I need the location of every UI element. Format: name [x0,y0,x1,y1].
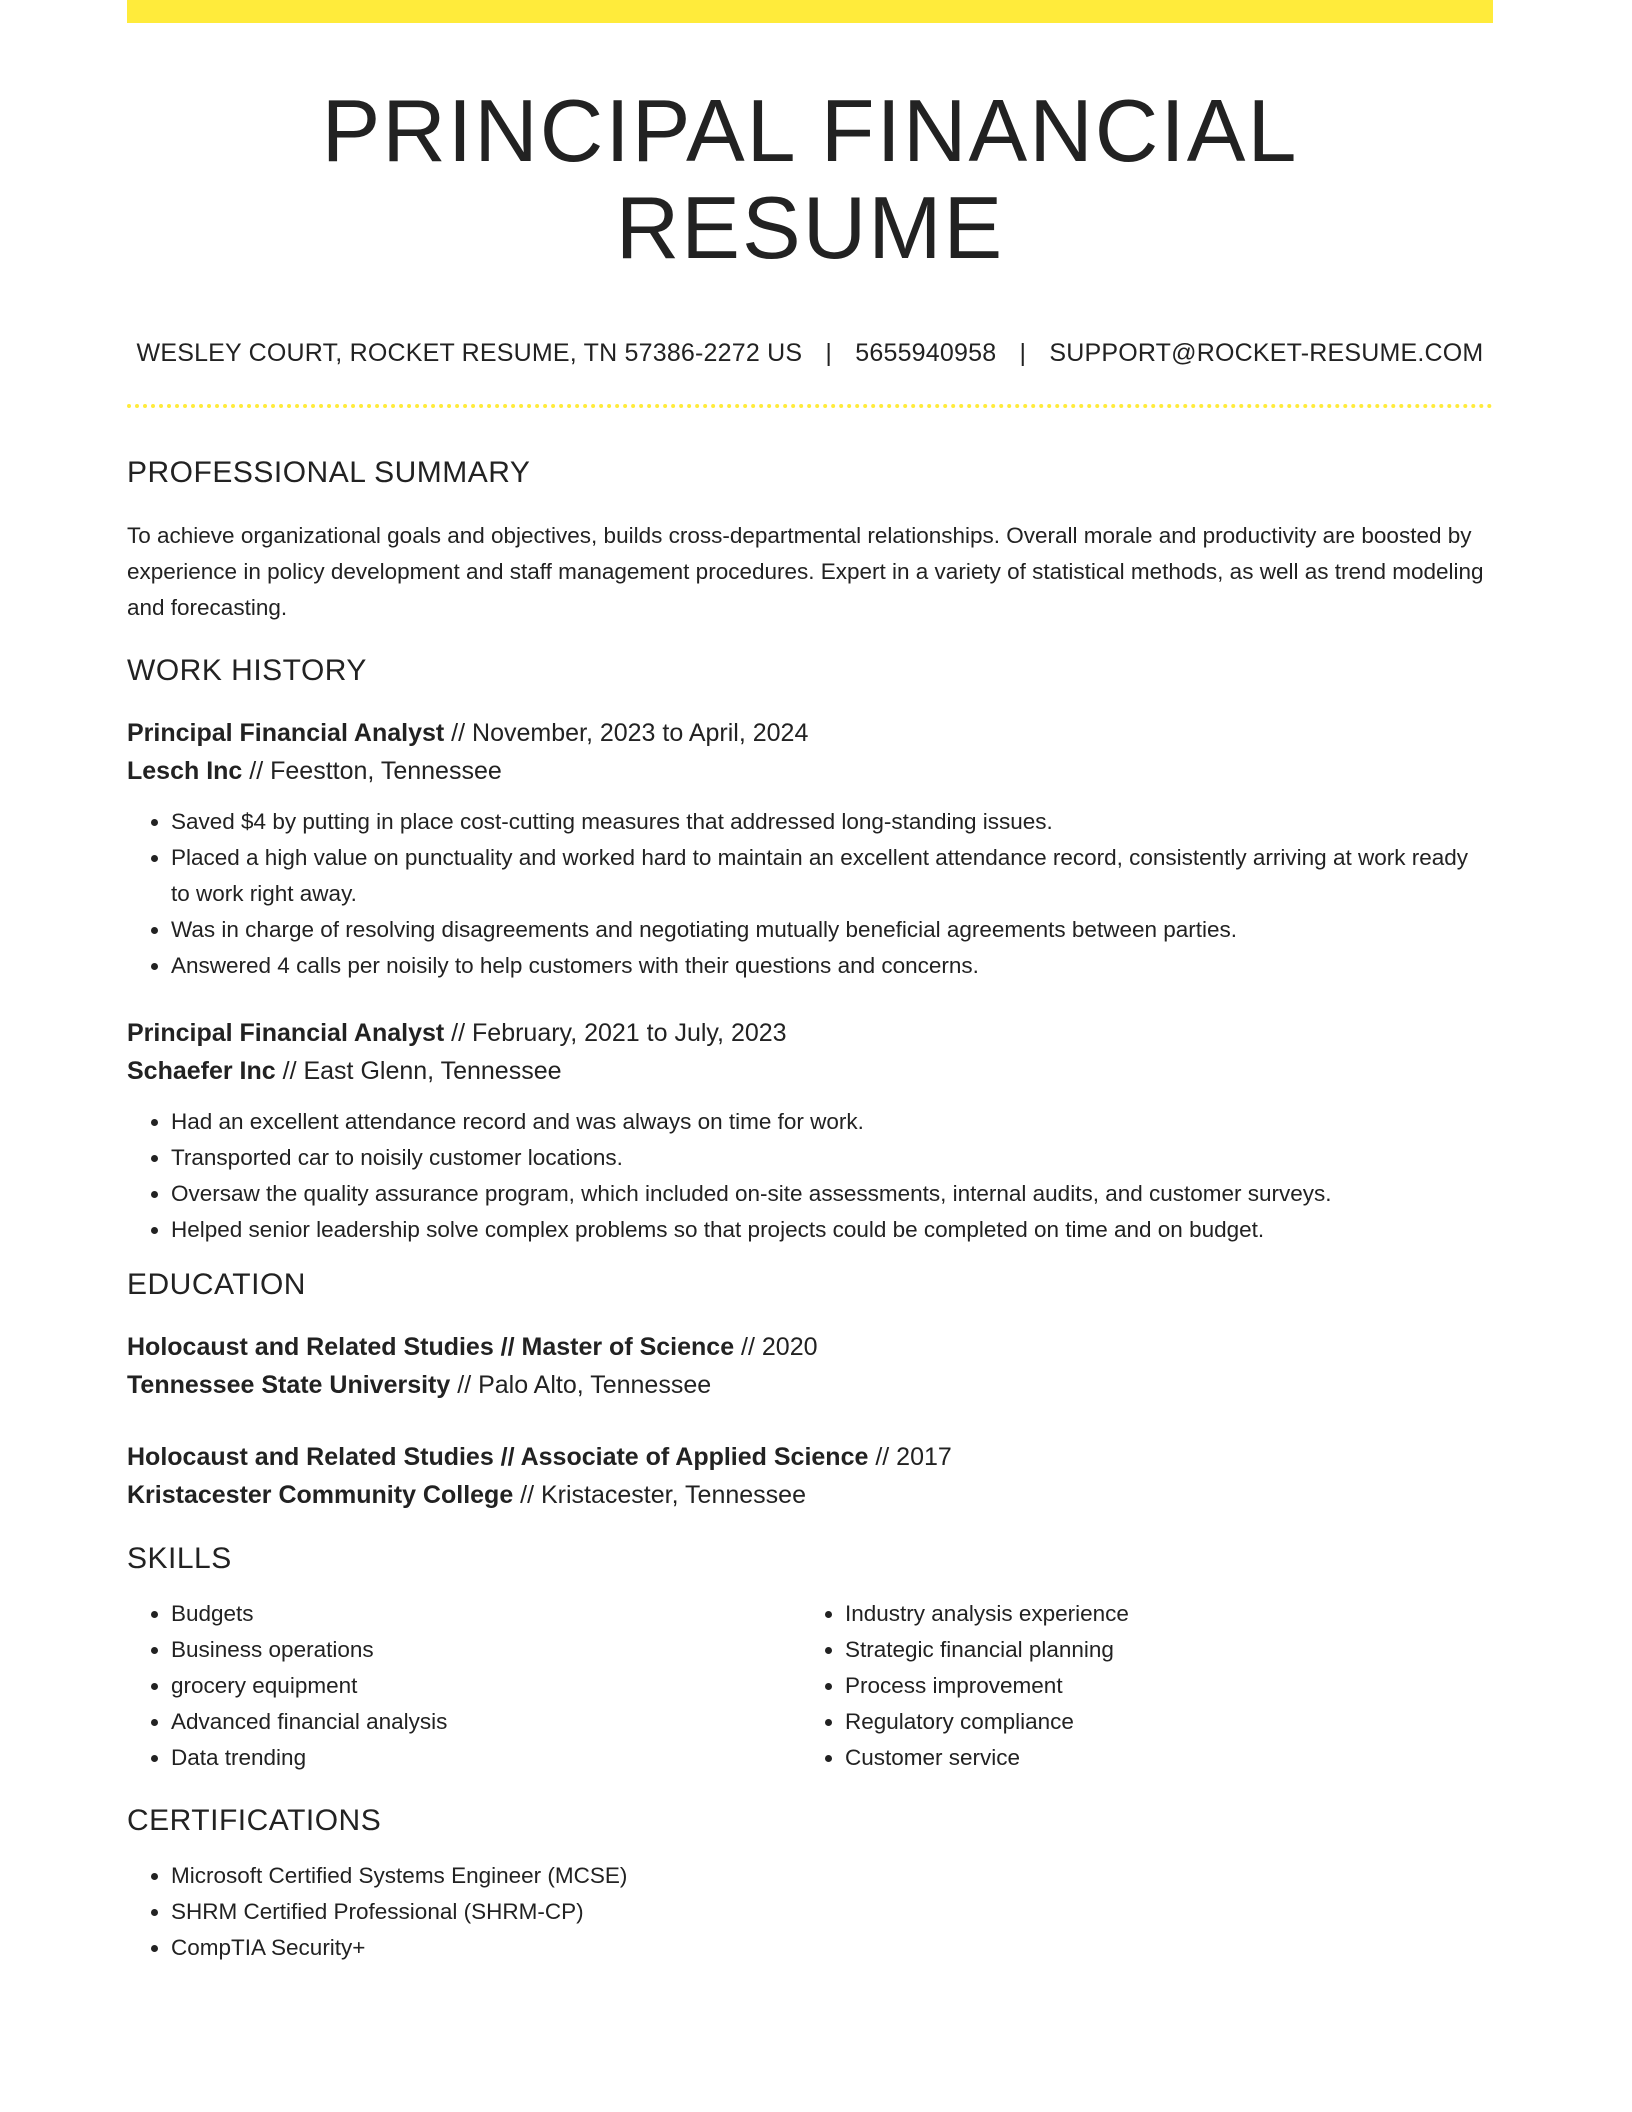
education-location: // Kristacester, Tennessee [513,1480,806,1509]
skill-item: • grocery equipment [171,1668,801,1704]
job-location: // East Glenn, Tennessee [275,1056,562,1085]
contact-address: WESLEY COURT, ROCKET RESUME, TN 57386-2272 US [136,338,803,367]
accent-top-bar [127,0,1493,23]
certifications-heading: CERTIFICATIONS [127,1803,382,1837]
certification-item: • SHRM Certified Professional (SHRM-CP) [171,1894,1493,1930]
skills-grid [127,1596,1493,1776]
job-title-line [127,714,1493,752]
skills-list-right [801,1596,1485,1776]
education-entry [127,1438,1493,1514]
education-school-line [127,1366,1493,1404]
education-school-line [127,1476,1493,1514]
job-bullet: • Had an excellent attendance record and was always on time for work. [171,1104,1493,1140]
job-bullet: • Answered 4 calls per noisily to help customers with their questions and concerns. [171,948,1493,984]
education-degree-line [127,1328,1493,1366]
skill-item: • Budgets [171,1596,801,1632]
job-company-line [127,1052,1493,1090]
contact-separator: | [1019,338,1027,367]
skills-list-left [127,1596,801,1776]
job-bullets [127,804,1493,984]
job-company: Schaefer Inc [127,1056,276,1085]
education-year: // 2017 [868,1442,952,1471]
job-title: Principal Financial Analyst [127,718,445,747]
skill-item: • Advanced financial analysis [171,1704,801,1740]
education-degree-line [127,1438,1493,1476]
job-entry [127,1014,1493,1248]
job-bullet: • Saved $4 by putting in place cost-cutting measures that addressed long-standing issues. [171,804,1493,840]
skill-item: • Process improvement [845,1668,1485,1704]
education-year: // 2020 [734,1332,818,1361]
contact-separator: | [825,338,833,367]
education-school: Kristacester Community College [127,1480,514,1509]
education-degree: Holocaust and Related Studies // Master of Science [127,1332,735,1361]
education-location: // Palo Alto, Tennessee [450,1370,712,1399]
job-bullets [127,1104,1493,1248]
job-company: Lesch Inc [127,756,243,785]
skill-item: • Business operations [171,1632,801,1668]
job-entry [127,714,1493,984]
certifications-list [127,1858,1493,1966]
education-entry [127,1328,1493,1404]
job-company-line [127,752,1493,790]
job-bullet: • Transported car to noisily customer locations. [171,1140,1493,1176]
education-degree: Holocaust and Related Studies // Associate of Applied Science [127,1442,869,1471]
job-dates: // November, 2023 to April, 2024 [444,718,809,747]
skill-item: • Regulatory compliance [845,1704,1485,1740]
job-bullet: • Placed a high value on punctuality and worked hard to maintain an excellent attendance record, consistently arriving at work ready to work right away. [171,840,1493,912]
education-school: Tennessee State University [127,1370,451,1399]
job-bullet: • Helped senior leadership solve complex problems so that projects could be completed on time and on budget. [171,1212,1493,1248]
job-title-line [127,1014,1493,1052]
job-bullet: • Was in charge of resolving disagreements and negotiating mutually beneficial agreements between parties. [171,912,1493,948]
contact-email: SUPPORT@ROCKET-RESUME.COM [1049,338,1484,367]
resume-page [127,0,1493,1966]
skill-item: • Customer service [845,1740,1485,1776]
job-bullet: • Oversaw the quality assurance program, which included on-site assessments, internal audits, and customer surveys. [171,1176,1493,1212]
summary-text: To achieve organizational goals and objectives, builds cross-departmental relationships. Overall morale and productivity are boosted by experience in policy development and staff management procedures. Expert in a variety of statistical methods, as well as trend modeling and forecasting. [127,522,1484,620]
job-location: // Feestton, Tennessee [242,756,502,785]
job-title: Principal Financial Analyst [127,1018,445,1047]
contact-phone: 5655940958 [855,338,997,367]
work-history-heading: WORK HISTORY [127,653,367,687]
resume-title: PRINCIPAL FINANCIAL RESUME [321,81,1299,277]
dotted-divider [127,404,1493,408]
skill-item: • Industry analysis experience [845,1596,1485,1632]
skill-item: • Data trending [171,1740,801,1776]
summary-heading: PROFESSIONAL SUMMARY [127,455,531,489]
education-heading: EDUCATION [127,1267,306,1301]
certification-item: • Microsoft Certified Systems Engineer (MCSE) [171,1858,1493,1894]
job-dates: // February, 2021 to July, 2023 [444,1018,787,1047]
skills-heading: SKILLS [127,1541,232,1575]
skill-item: • Strategic financial planning [845,1632,1485,1668]
certification-item: • CompTIA Security+ [171,1930,1493,1966]
contact-line [127,339,1493,368]
